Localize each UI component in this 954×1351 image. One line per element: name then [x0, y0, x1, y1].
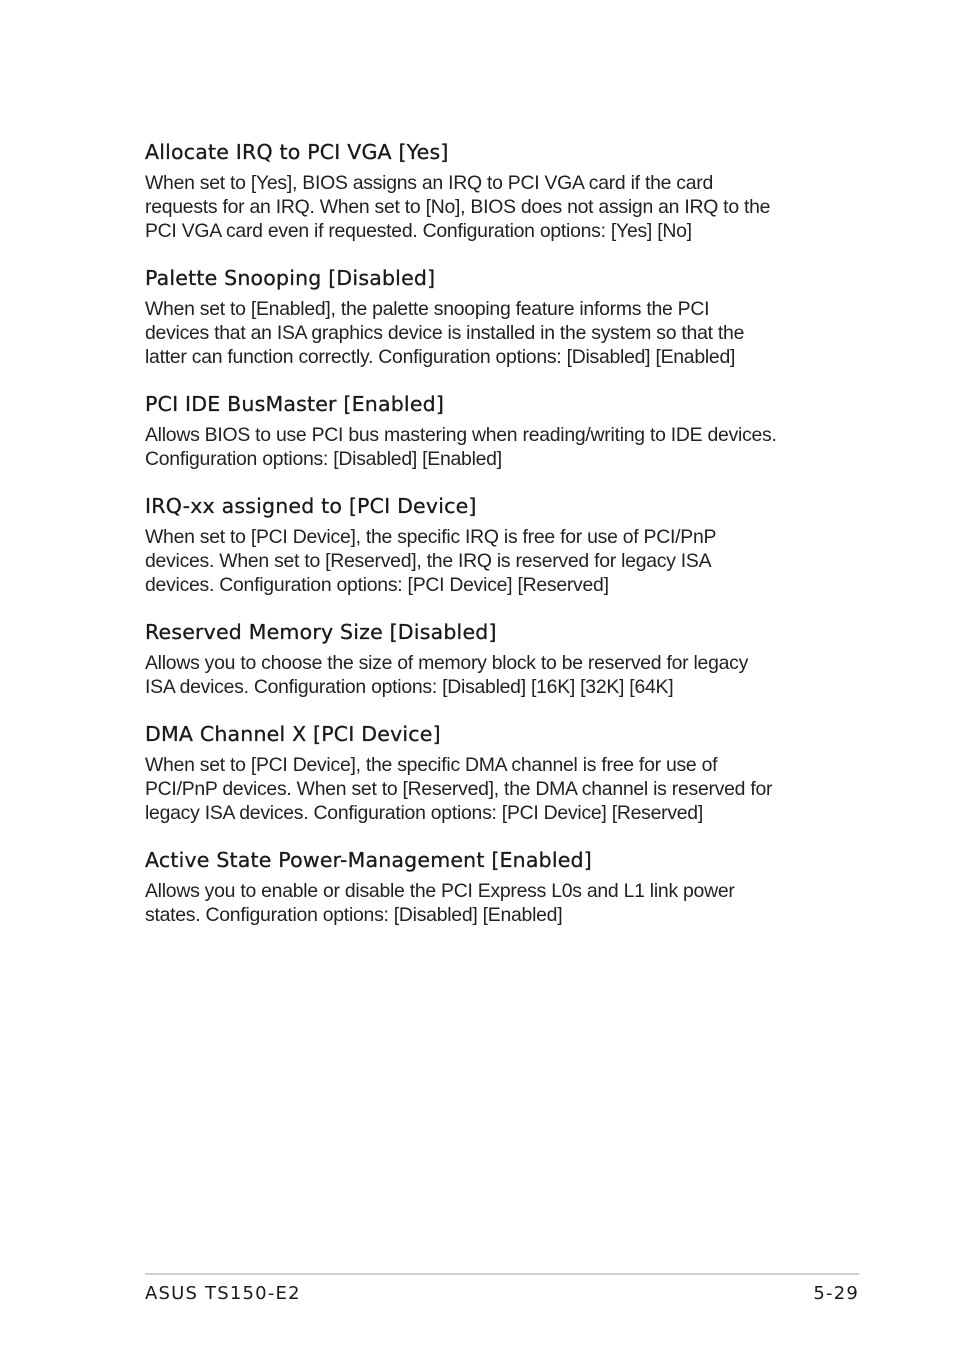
section-irq-assigned [145, 492, 810, 597]
section-heading: IRQ-xx assigned to [PCI Device] [145, 494, 477, 518]
description-line: PCI VGA card even if requested. Configuration options: [Yes] [No] [145, 220, 692, 242]
section-heading: PCI IDE BusMaster [Enabled] [145, 392, 445, 416]
description-line: devices that an ISA graphics device is installed in the system so that the [145, 322, 745, 344]
description-line: When set to [PCI Device], the specific IRQ is free for use of PCI/PnP [145, 526, 717, 548]
section-pci-ide-busmaster [145, 390, 810, 471]
section-palette-snooping [145, 264, 810, 369]
description-line: Allows you to choose the size of memory block to be reserved for legacy [145, 652, 749, 674]
description-line: When set to [Yes], BIOS assigns an IRQ to PCI VGA card if the card [145, 172, 714, 194]
section-description [145, 423, 810, 471]
section-heading: Reserved Memory Size [Disabled] [145, 620, 497, 644]
description-line: latter can function correctly. Configuration options: [Disabled] [Enabled] [145, 346, 736, 368]
section-dma-channel [145, 720, 810, 825]
section-heading: Allocate IRQ to PCI VGA [Yes] [145, 140, 449, 164]
description-line: Allows BIOS to use PCI bus mastering when reading/writing to IDE devices. [145, 424, 777, 446]
description-line: Allows you to enable or disable the PCI Express L0s and L1 link power [145, 880, 735, 902]
description-line: PCI/PnP devices. When set to [Reserved], the DMA channel is reserved for [145, 778, 773, 800]
document-body [145, 138, 810, 948]
footer-page-number: 5-29 [813, 1283, 859, 1304]
section-description [145, 879, 810, 927]
description-line: states. Configuration options: [Disabled] [Enabled] [145, 904, 563, 926]
description-line: requests for an IRQ. When set to [No], BIOS does not assign an IRQ to the [145, 196, 771, 218]
section-active-state-power-management [145, 846, 810, 927]
description-line: When set to [PCI Device], the specific DMA channel is free for use of [145, 754, 718, 776]
section-heading: Palette Snooping [Disabled] [145, 266, 436, 290]
section-allocate-irq [145, 138, 810, 243]
footer-divider [145, 1273, 859, 1275]
footer-product-name: ASUS TS150-E2 [145, 1283, 301, 1304]
section-reserved-memory-size [145, 618, 810, 699]
section-description [145, 651, 810, 699]
section-heading: DMA Channel X [PCI Device] [145, 722, 441, 746]
section-description [145, 525, 810, 597]
section-description [145, 753, 810, 825]
description-line: When set to [Enabled], the palette snooping feature informs the PCI [145, 298, 710, 320]
description-line: Configuration options: [Disabled] [Enabled] [145, 448, 502, 470]
description-line: ISA devices. Configuration options: [Disabled] [16K] [32K] [64K] [145, 676, 674, 698]
section-description [145, 297, 810, 369]
description-line: devices. Configuration options: [PCI Device] [Reserved] [145, 574, 609, 596]
section-description [145, 171, 810, 243]
description-line: legacy ISA devices. Configuration options: [PCI Device] [Reserved] [145, 802, 703, 824]
description-line: devices. When set to [Reserved], the IRQ is reserved for legacy ISA [145, 550, 712, 572]
section-heading: Active State Power-Management [Enabled] [145, 848, 592, 872]
